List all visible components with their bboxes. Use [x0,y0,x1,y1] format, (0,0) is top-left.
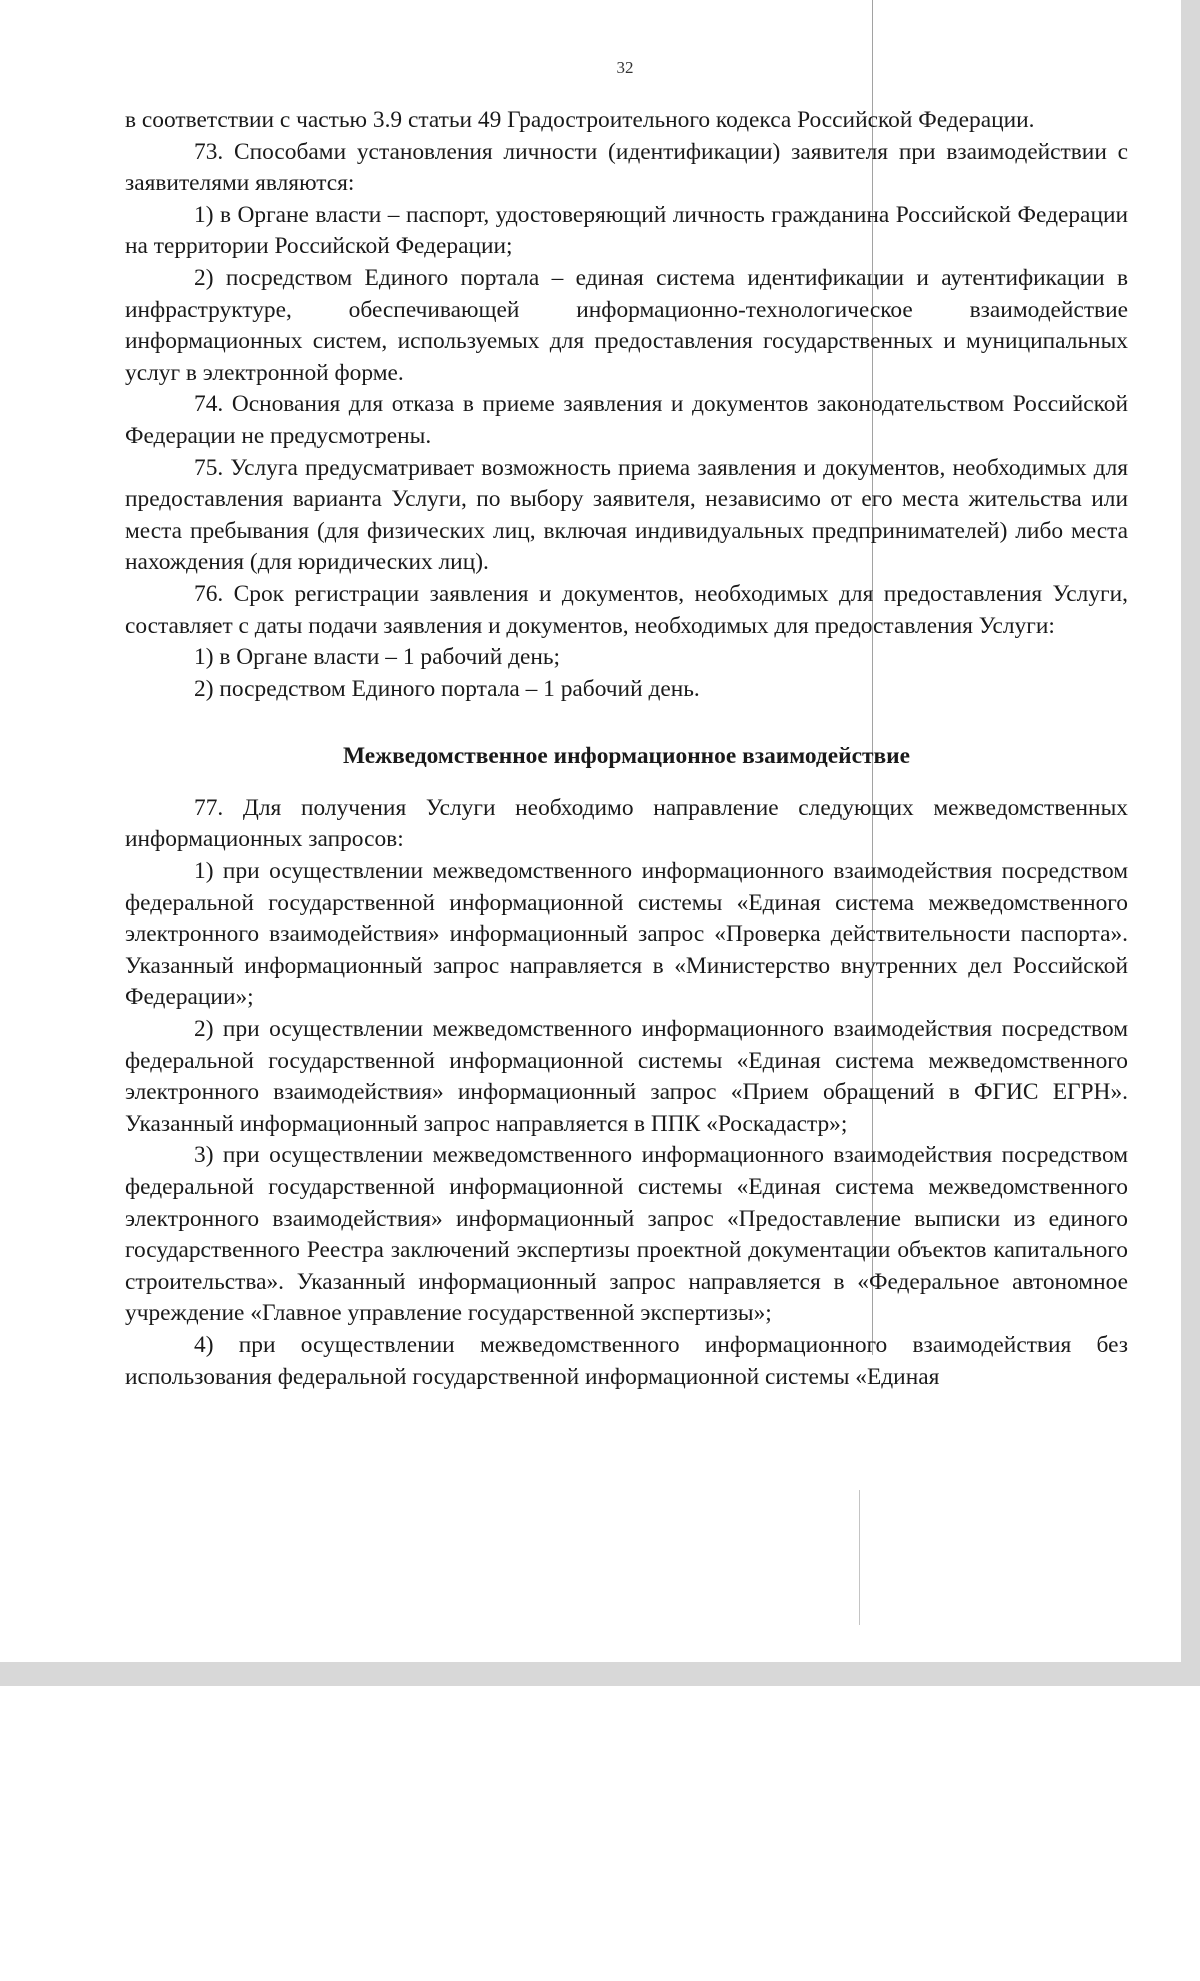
paragraph-77-item-3: 3) при осуществлении межведомственного информационного взаимодействия посредством федеральной государственной информационной системы «Единая система межведомственного электронного взаимодействия» информационный запрос «Предоставление выписки из единого государственного Реестра заключений экспертизы проектной документации объектов капитального строительства». Указанный информационный запрос направляется в «Федеральное автономное учреждение «Главное управление государственной экспертизы»; [125,1142,1128,1327]
paragraph-77-item-4: 4) при осуществлении межведомственного информационного взаимодействия без использования федеральной государственной информационной системы «Единая [125,1331,1128,1390]
paragraph-77-item-1: 1) при осуществлении межведомственного информационного взаимодействия посредством федеральной государственной информационной системы «Единая система межведомственного электронного взаимодействия» информационный запрос «Проверка действительности паспорта». Указанный информационный запрос направляется в «Министерство внутренних дел Российской Федерации»; [125,858,1128,1011]
paragraph-75: 75. Услуга предусматривает возможность приема заявления и документов, необходимых для предоставления варианта Услуги, по выбору заявителя, независимо от его места жительства или места пребывания (для физических лиц, включая индивидуальных предпринимателей) либо места нахождения (для юридических лиц). [125,454,1128,576]
paragraph-74: 74. Основания для отказа в приеме заявления и документов законодательством Российской Федерации не предусмотрены. [125,391,1128,449]
paragraphs-before-heading [125,105,1128,705]
paragraph-73-item-2: 2) посредством Единого портала – единая система идентификации и аутентификации в инфраструктуре, обеспечивающей информационно-технологическое взаимодействие информационных систем, используемых для предоставления государственных и муниципальных услуг в электронной форме. [125,264,1128,386]
paragraph-77-item-2: 2) при осуществлении межведомственного информационного взаимодействия посредством федеральной государственной информационной системы «Единая система межведомственного электронного взаимодействия» информационный запрос «Прием обращений в ФГИС ЕГРН». Указанный информационный запрос направляется в ППК «Роскадастр»; [125,1016,1128,1137]
document-body [125,105,1128,1393]
paragraph: в соответствии с частью 3.9 статьи 49 Градостроительного кодекса Российской Федерации. [125,107,1035,133]
section-heading: Межведомственное информационное взаимодействие [343,743,910,770]
page-number: 32 [616,58,634,77]
paragraph-76-item-1: 1) в Органе власти – 1 рабочий день; [194,644,561,671]
paragraph-76: 76. Срок регистрации заявления и документов, необходимых для предоставления Услуги, составляет с даты подачи заявления и документов, необходимых для предоставления Услуги: [125,580,1128,639]
paragraphs-after-heading [125,793,1128,1393]
paragraph-73-item-1: 1) в Органе власти – паспорт, удостоверяющий личность гражданина Российской Федерации на территории Российской Федерации; [125,201,1128,260]
paragraph-76-item-2: 2) посредством Единого портала – 1 рабочий день. [194,675,700,702]
paragraph-77: 77. Для получения Услуги необходимо направление следующих межведомственных информационных запросов: [125,794,1128,853]
fold-line [859,1490,860,1625]
paragraph-73: 73. Способами установления личности (идентификации) заявителя при взаимодействии с заявителями являются: [125,138,1128,197]
